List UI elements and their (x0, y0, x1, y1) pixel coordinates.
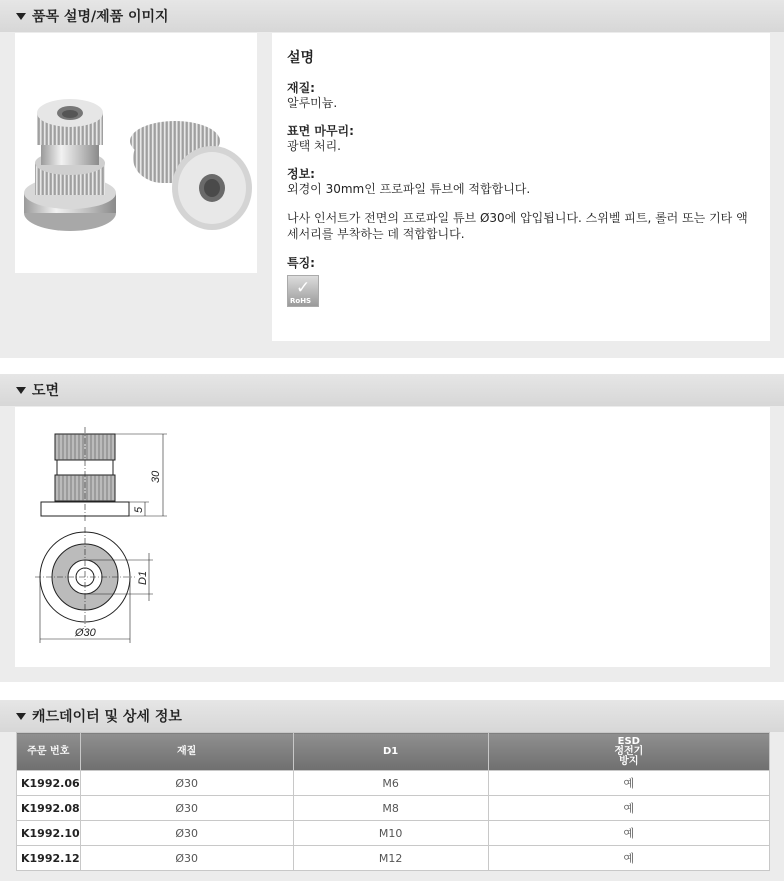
rohs-badge-icon[interactable] (287, 275, 319, 307)
dim-diameter-label: Ø30 (75, 627, 96, 639)
description-heading: 설명 (287, 50, 315, 66)
table-row[interactable] (17, 796, 770, 821)
order-code-cell[interactable]: K1992.12 (17, 846, 81, 871)
product-section-title: 품목 설명/제품 이미지 (32, 9, 169, 25)
esd-cell: 예 (488, 821, 769, 846)
table-row[interactable] (17, 771, 770, 796)
header-esd-line: ESD (617, 735, 640, 747)
insert-right-shape (130, 121, 252, 230)
material-cell: Ø30 (80, 821, 293, 846)
cad-section-header[interactable] (0, 700, 784, 732)
esd-cell: 예 (488, 771, 769, 796)
insert-left-shape (24, 99, 116, 231)
drawing-section-body (0, 406, 784, 682)
esd-cell: 예 (488, 846, 769, 871)
header-esd-line: 방지 (619, 755, 639, 767)
header-order-number[interactable]: 주문 번호 (17, 733, 81, 771)
rohs-badge-text: RoHS (290, 297, 312, 305)
drawing-section-title: 도면 (32, 383, 60, 399)
dim-height-label: 30 (150, 470, 162, 483)
technical-drawing (15, 407, 770, 667)
d1-cell: M6 (293, 771, 488, 796)
collapse-triangle-icon (16, 387, 26, 394)
info-label: 정보: (287, 167, 315, 181)
d1-cell: M12 (293, 846, 488, 871)
cad-table (16, 732, 770, 871)
finish-label: 표면 마무리: (287, 124, 354, 138)
collapse-triangle-icon (16, 13, 26, 20)
table-row[interactable] (17, 846, 770, 871)
header-esd-line: 정전기 (614, 745, 644, 757)
collapse-triangle-icon (16, 713, 26, 720)
table-row[interactable] (17, 821, 770, 846)
product-image (15, 33, 257, 273)
d1-cell: M10 (293, 821, 488, 846)
description-panel (272, 33, 770, 341)
features-label: 특징: (287, 256, 315, 270)
cad-section-body (0, 732, 784, 881)
material-cell: Ø30 (80, 846, 293, 871)
checkmark-icon: ✓ (296, 278, 311, 298)
dim-flange-label: 5 (133, 506, 145, 513)
order-code-cell[interactable]: K1992.08 (17, 796, 81, 821)
dim-d1-label: D1 (137, 570, 149, 585)
order-code-cell[interactable]: K1992.10 (17, 821, 81, 846)
product-section-header[interactable] (0, 0, 784, 32)
material-label: 재질: (287, 81, 315, 95)
info-value: 외경이 30mm인 프로파일 튜브에 적합합니다. (287, 182, 531, 196)
order-code-cell[interactable]: K1992.06 (17, 771, 81, 796)
finish-value: 광택 처리. (287, 139, 341, 153)
cad-section-title: 캐드데이터 및 상세 정보 (32, 709, 182, 725)
header-material[interactable]: 재질 (80, 733, 293, 771)
info-paragraph: 나사 인서트가 전면의 프로파일 튜브 Ø30에 압입됩니다. 스위벨 피트, 롤러 또는 기타 액세서리를 부착하는 데 적합합니다. (287, 211, 748, 241)
material-cell: Ø30 (80, 771, 293, 796)
drawing-section-header[interactable] (0, 374, 784, 406)
material-cell: Ø30 (80, 796, 293, 821)
material-value: 알루미늄. (287, 96, 338, 110)
product-section-body (0, 32, 784, 358)
esd-cell: 예 (488, 796, 769, 821)
header-d1[interactable]: D1 (293, 733, 488, 771)
header-esd[interactable] (488, 733, 769, 771)
d1-cell: M8 (293, 796, 488, 821)
